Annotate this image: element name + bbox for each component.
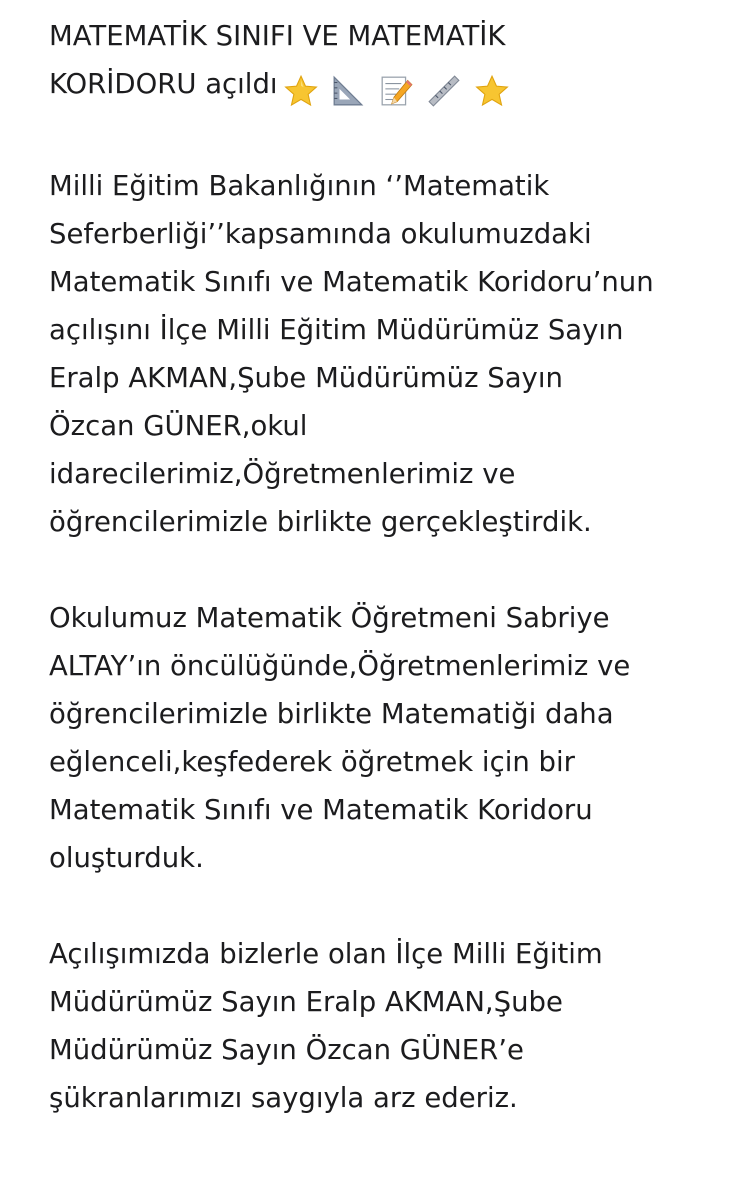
paragraph-line: açılışını İlçe Milli Eğitim Müdürümüz Sayın — [49, 314, 624, 346]
note-title — [49, 12, 725, 114]
paragraph-3 — [49, 930, 725, 1122]
paragraph-1 — [49, 162, 725, 546]
paragraph-line: eğlenceli,keşfederek öğretmek için bir — [49, 746, 575, 778]
paragraph-line: şükranlarımızı saygıyla arz ederiz. — [49, 1082, 518, 1114]
ruler-icon — [427, 74, 461, 108]
triangle-ruler-icon — [331, 74, 365, 108]
paragraph-line: Matematik Sınıfı ve Matematik Koridoru — [49, 794, 593, 826]
star-icon — [284, 74, 318, 108]
paragraph-line: öğrencilerimizle birlikte gerçekleştirdik. — [49, 506, 592, 538]
paragraph-line: idarecilerimiz,Öğretmenlerimiz ve — [49, 458, 516, 490]
paragraph-line: ALTAY’ın öncülüğünde,Öğretmenlerimiz ve — [49, 650, 631, 682]
memo-pencil-icon — [379, 74, 413, 108]
paragraph-2 — [49, 594, 725, 882]
paragraph-line: Müdürümüz Sayın Eralp AKMAN,Şube — [49, 986, 563, 1018]
paragraph-line: Seferberliği’’kapsamında okulumuzdaki — [49, 218, 592, 250]
paragraph-line: Matematik Sınıfı ve Matematik Koridoru’nun — [49, 266, 654, 298]
title-line-1: MATEMATİK SINIFI VE MATEMATİK — [49, 20, 506, 52]
title-line-2: KORİDORU açıldı — [49, 68, 278, 100]
paragraph-line: Eralp AKMAN,Şube Müdürümüz Sayın — [49, 362, 563, 394]
title-line-2-wrap — [49, 60, 725, 114]
star-icon — [475, 74, 509, 108]
paragraph-line: oluşturduk. — [49, 842, 204, 874]
paragraph-line: Açılışımızda bizlerle olan İlçe Milli Eğitim — [49, 938, 603, 970]
paragraph-line: Özcan GÜNER,okul — [49, 410, 308, 442]
paragraph-line: Milli Eğitim Bakanlığının ‘’Matematik — [49, 170, 550, 202]
paragraph-line: Müdürümüz Sayın Özcan GÜNER’e — [49, 1034, 524, 1066]
title-emojis — [284, 66, 514, 114]
paragraph-line: öğrencilerimizle birlikte Matematiği daha — [49, 698, 614, 730]
paragraph-line: Okulumuz Matematik Öğretmeni Sabriye — [49, 602, 610, 634]
